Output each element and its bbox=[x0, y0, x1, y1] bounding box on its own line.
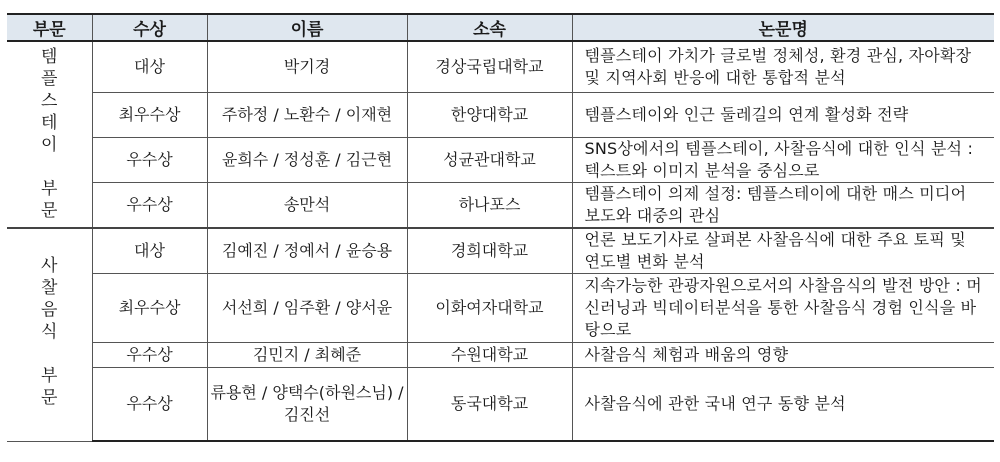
table-row bbox=[7, 93, 994, 138]
paper-title-cell: 템플스테이와 인근 둘레길의 연계 활성화 전략 bbox=[572, 93, 994, 138]
table-row bbox=[7, 343, 994, 368]
paper-title-cell: SNS상에서의 템플스테이, 사찰음식에 대한 인식 분석 : 텍스트와 이미지 분석을 중심으로 bbox=[572, 138, 994, 183]
table-row bbox=[7, 368, 994, 442]
affiliation-cell: 한양대학교 bbox=[407, 93, 572, 138]
paper-title-cell: 사찰음식 체험과 배움의 영향 bbox=[572, 343, 994, 368]
name-cell: 박기경 bbox=[207, 41, 407, 93]
name-cell: 김민지 / 최혜준 bbox=[207, 343, 407, 368]
paper-title-cell: 템플스테이 가치가 글로벌 정체성, 환경 관심, 자아확장 및 지역사회 반응에 대한 통합적 분석 bbox=[572, 41, 994, 93]
award-cell: 최우수상 bbox=[92, 93, 207, 138]
section-label: 템 플 스 테 이 부 문 bbox=[41, 47, 58, 221]
affiliation-cell: 경상국립대학교 bbox=[407, 41, 572, 93]
header-name: 이름 bbox=[207, 14, 407, 41]
header-affiliation: 소속 bbox=[407, 14, 572, 41]
paper-title-cell: 사찰음식에 관한 국내 연구 동향 분석 bbox=[572, 368, 994, 442]
header-award: 수상 bbox=[92, 14, 207, 41]
paper-title-cell: 지속가능한 관광자원으로서의 사찰음식의 발전 방안 : 머신러닝과 빅데이터분석을 통한 사찰음식 경험 인식을 바탕으로 bbox=[572, 274, 994, 343]
awards-table bbox=[7, 13, 994, 442]
name-cell: 서선희 / 임주환 / 양서윤 bbox=[207, 274, 407, 343]
award-cell: 우수상 bbox=[92, 183, 207, 229]
header-paper-title: 논문명 bbox=[572, 14, 994, 41]
name-cell: 송만석 bbox=[207, 183, 407, 229]
section-cell-temple-food bbox=[7, 228, 92, 441]
affiliation-cell: 수원대학교 bbox=[407, 343, 572, 368]
table-row bbox=[7, 41, 994, 93]
award-cell: 우수상 bbox=[92, 368, 207, 442]
table-row bbox=[7, 228, 994, 274]
section-cell-templestay bbox=[7, 41, 92, 228]
name-cell: 류용현 / 양택수(하원스님) / 김진선 bbox=[207, 368, 407, 442]
table-row bbox=[7, 138, 994, 183]
award-cell: 최우수상 bbox=[92, 274, 207, 343]
name-cell: 윤희수 / 정성훈 / 김근현 bbox=[207, 138, 407, 183]
paper-title-cell: 언론 보도기사로 살펴본 사찰음식에 대한 주요 토픽 및 연도별 변화 분석 bbox=[572, 228, 994, 274]
name-cell: 주하정 / 노환수 / 이재현 bbox=[207, 93, 407, 138]
affiliation-cell: 동국대학교 bbox=[407, 368, 572, 442]
section-label: 사 찰 음 식 부 문 bbox=[41, 256, 58, 408]
award-cell: 대상 bbox=[92, 228, 207, 274]
affiliation-cell: 성균관대학교 bbox=[407, 138, 572, 183]
affiliation-cell: 하나포스 bbox=[407, 183, 572, 229]
award-cell: 대상 bbox=[92, 41, 207, 93]
table-row bbox=[7, 274, 994, 343]
award-cell: 우수상 bbox=[92, 343, 207, 368]
table-header-row bbox=[7, 14, 994, 41]
table-row bbox=[7, 183, 994, 229]
name-cell: 김예진 / 정예서 / 윤승용 bbox=[207, 228, 407, 274]
paper-title-cell: 템플스테이 의제 설정: 템플스테이에 대한 매스 미디어 보도와 대중의 관심 bbox=[572, 183, 994, 229]
affiliation-cell: 경희대학교 bbox=[407, 228, 572, 274]
award-cell: 우수상 bbox=[92, 138, 207, 183]
awards-table-container bbox=[7, 13, 994, 442]
header-section: 부문 bbox=[7, 14, 92, 41]
affiliation-cell: 이화여자대학교 bbox=[407, 274, 572, 343]
